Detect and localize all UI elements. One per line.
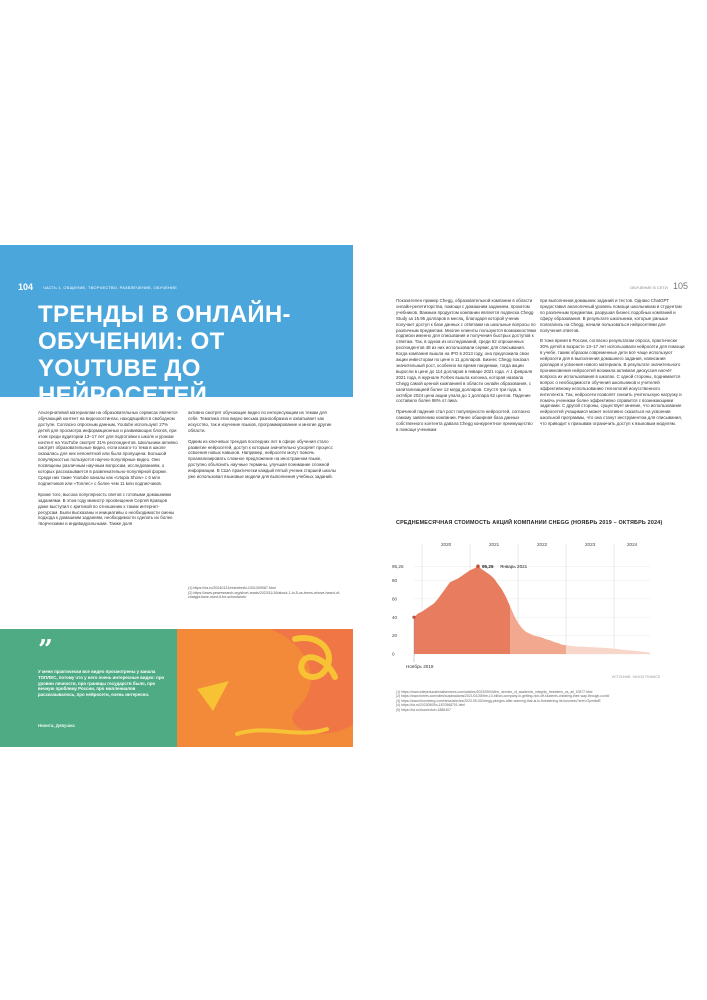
page-number-right: 105: [673, 281, 689, 291]
area-segment-rise: [414, 563, 510, 654]
footnote: (2) https://www.pewresearch.org/short-reads/2023/11/16/about-1-in-5-us-teens-whove-heard-of-chatgpt-have-used-it-for-schoolwork/: [188, 590, 341, 600]
title-banner: [0, 245, 353, 409]
x-tick-label-2023: 2023: [585, 542, 596, 547]
quote-text: У меня практически все видео просмотрены у канала ТОПЛЕС, потому что у него очень интересные видео: про уровни личности, про границы государств было, про вечную проблему России, про миллениалов рассказывалось, про нейросети, очень интересно.: [38, 669, 165, 698]
peak-value-label: 95,26: [482, 563, 494, 569]
paragraph: В тоже время в России, согласно результатам опроса, практически 30% детей в возрасте 13–17 лет использовали нейросети для помощи в учебе, таким образом современные дети всё чаще используют нейросети для в выполнения домашнего задания, написания докладов и усвоения нового материала. В результате значительного проникновения нейросетей возникла активная дискуссия насчёт вопроса их использования в школах. С одной стороны, поднимается вопрос о необходимости обучения школьников и учителей эффективному использованию технологий искусственного интеллекта. Так, нейросети позволят снизить учительскую нагрузку и помочь ученикам более эффективно справится с возникающими задачами. С другой стороны, существует мнение, что использование нейросетей учащимися может негативно сказаться на усвоении школьной программы, что она станут инструментом для списывания, что приводит к призывам ограничить доступ к языковым моделям.: [540, 338, 685, 427]
text-column-3: [396, 298, 536, 438]
footnote: (1) https://ria.ru/20240131/reshebniki-1931309067.html: [188, 586, 276, 590]
running-head-right: ОБУЧЕНИЕ В СЕТИ: [630, 285, 668, 290]
quote-box: [0, 629, 177, 747]
y-tick-label: 95,26: [392, 563, 404, 569]
quote-author: Никита, Девушка: [38, 723, 75, 728]
x-tick-label-2024: 2024: [627, 542, 638, 547]
text-column-4: [540, 298, 685, 432]
article-title: ТРЕНДЫ В ОНЛАЙН-ОБУЧЕНИИ: ОТ YOUTUBE ДО НЕЙРОСЕТЕЙ: [38, 301, 291, 409]
area-segment-decline: [566, 645, 650, 654]
area-segment-fall: [510, 606, 566, 654]
x-tick-label-2020: 2020: [441, 542, 452, 547]
y-tick-label: 40: [392, 614, 398, 620]
page-number-left: 104: [18, 282, 34, 292]
paragraph: Кроме того, высока популярность светов с готовыми домашними заданиями. В этом году министр просвещения Сергей Кравцов даже выступил с критикой по отношению к таким интернет-ресурсам. Были высказаны и инициативы о необходимости смены подхода к домашним заданиям, необходимости сделать их более творческими и индивидуальными. Также доля: [38, 491, 175, 527]
start-date-label: Ноябрь 2019: [406, 664, 434, 669]
paragraph: Причиной падения стал рост популярности нейросетей, согласно самому заявлению компании. Ранее обширная база данных собственного контента давала Chegg конкурентное преимущество в помощи ученикам: [396, 409, 533, 433]
paragraph: активно смотрят обучающие видео по интересующим их темам для себя. Тематика этих видео весьма разнообразна и охватывает как искусство, так и изучение языков, программирование и многие другие области.: [188, 410, 332, 433]
y-tick-label: 60: [392, 596, 398, 602]
footnotes-left: [188, 586, 348, 600]
chart-source: ИСТОЧНИК: YAHOO FINANCE: [612, 675, 661, 679]
x-tick-label-2022: 2022: [537, 542, 548, 547]
y-tick-label: 0: [392, 651, 395, 657]
decorative-illustration: [177, 629, 353, 747]
y-tick-label: 20: [392, 633, 398, 639]
paragraph: Показателен пример Chegg, образовательной компании в области онлайн-репетиторства, помощи с домашним заданием, прокатом учебников. Важным продуктом компании является подписка Chegg Study за 15.95 долларов в месяц, благодаря которой ученик получает доступ к базе данных с ответами на школьные вопросы по различным предметам. Многие клиенты пользуются возможностями подписки именно для списывания и получения быстрых доступов к ответам. Так, в одном из исследований, среди 52 опрошенных респондентов 48 из них использовали сервис для списывания. Когда компания вышла на IPO в 2013 году, она предложила свои акции инвесторам по цене в 11 долларов. Бизнес Chegg показал значительный рост, особенно во время пандемии, тогда акции выросли в цене до 114 долларов в январе 2021 года. А 1 февраля 2021 года, в журнале Forbes вышла колонка, которая назвала Chegg самой ценной компанией в области онлайн образования, с капитализацией более 12 млрд долларов. Спустя три года, в октябре 2024 цена акции упала до 1 доллара 62 центов. Падение составило более 98% от пика.: [396, 298, 536, 404]
paragraph: Альтернативой материалам на образовательных сервисах является обучающий контент на видеохостингах, находящийся в свободном доступе. Согласно опросным данным, Youtube используют 27% детей для просмотра информационных и развивающих блогов, при этом среди аудитории 13–17 лет для подготовки к школе и урокам контент на YouTube смотрят 31% респондентов. Школьники активно смотрят образовательные видео, если какого-то тема в школе оказалась для них непонятной или была пропущена. Большой популярностью пользуются научно-популярные видео. Они посвящены различным научным вопросам, исследованиям, о которых рассказывается в развлекательно-популярной форме. Среди них такие Youtube каналы как «Utopia Show» с 6 млн подписчиков или «Топлес» с более чем 11 млн подписчиков.: [38, 410, 178, 486]
footnote: (3) https://www.bloomberg.com/news/articles/2023-05-02/chegg-plunges-after-warning-that-ai-is-threatening-its-business?sref=OpmtbdE: [396, 698, 601, 703]
running-head-left: ЧАСТЬ 1. ОБЩЕНИЕ, ТВОРЧЕСТВО, РАЗВЛЕЧЕНИЕ, ОБУЧЕНИЕ: [43, 285, 178, 290]
footnote: (1) https://www.wileyeducationalservices.com/articles/2023/05/04/the_demise_of_academic_integrity_threatens_us_all_10577.html: [396, 690, 593, 694]
footnotes-right: [396, 690, 696, 712]
magazine-spread: [0, 245, 707, 747]
footnote: (5) https://ria.ru/docs/edu/n-1886407: [396, 707, 451, 712]
stock-price-chart: [388, 534, 663, 684]
x-tick-label-2021: 2021: [489, 542, 500, 547]
quote-mark-icon: ”: [38, 635, 53, 665]
peak-marker: [476, 565, 480, 569]
text-column-2: [188, 410, 338, 485]
footnote: (2) https://www.forbes.com/sites/susanadams/2021/01/28/the-10-billion-company-in-getting-rich-off-students-cheating-their-way-through-covid/: [396, 694, 610, 699]
y-tick-label: 80: [392, 578, 398, 583]
footnote: (4) https://ria.ru/20230505/s-1870968701.html: [396, 703, 465, 708]
peak-date-label: Январь 2021: [500, 563, 528, 569]
paragraph: Одним из ключевых трендов последних лет в сфере обучения стало развитие нейросетей, доступ к которым значительно ускоряет процесс освоения новых навыков. Например, нейросети могут помочь проанализировать сложное предложение на иностранном языке, доступно объяснить научные термины, улучшая понимание сложной информации. В США практически каждый пятый ученик старшей школы уже использовал языковые модели для выполнения учебных заданий.: [188, 438, 336, 480]
chart-title: СРЕДНЕМЕСЯЧНАЯ СТОИМОСТЬ АКЦИЙ КОМПАНИИ CHEGG (НОЯБРЬ 2019 – ОКТЯБРЬ 2024): [396, 520, 663, 526]
text-column-1: [38, 410, 178, 532]
paragraph: при выполнении домашних заданий и тестов. Однако ChatGPT предоставил аналогичный уровень помощи школьникам и студентам по различным предметам, разрушая бизнес подобных компаний и сферу образования. В результате школьники, которые раньше полагались на Chegg, начали пользоваться нейросетями для получения ответов.: [540, 298, 682, 333]
